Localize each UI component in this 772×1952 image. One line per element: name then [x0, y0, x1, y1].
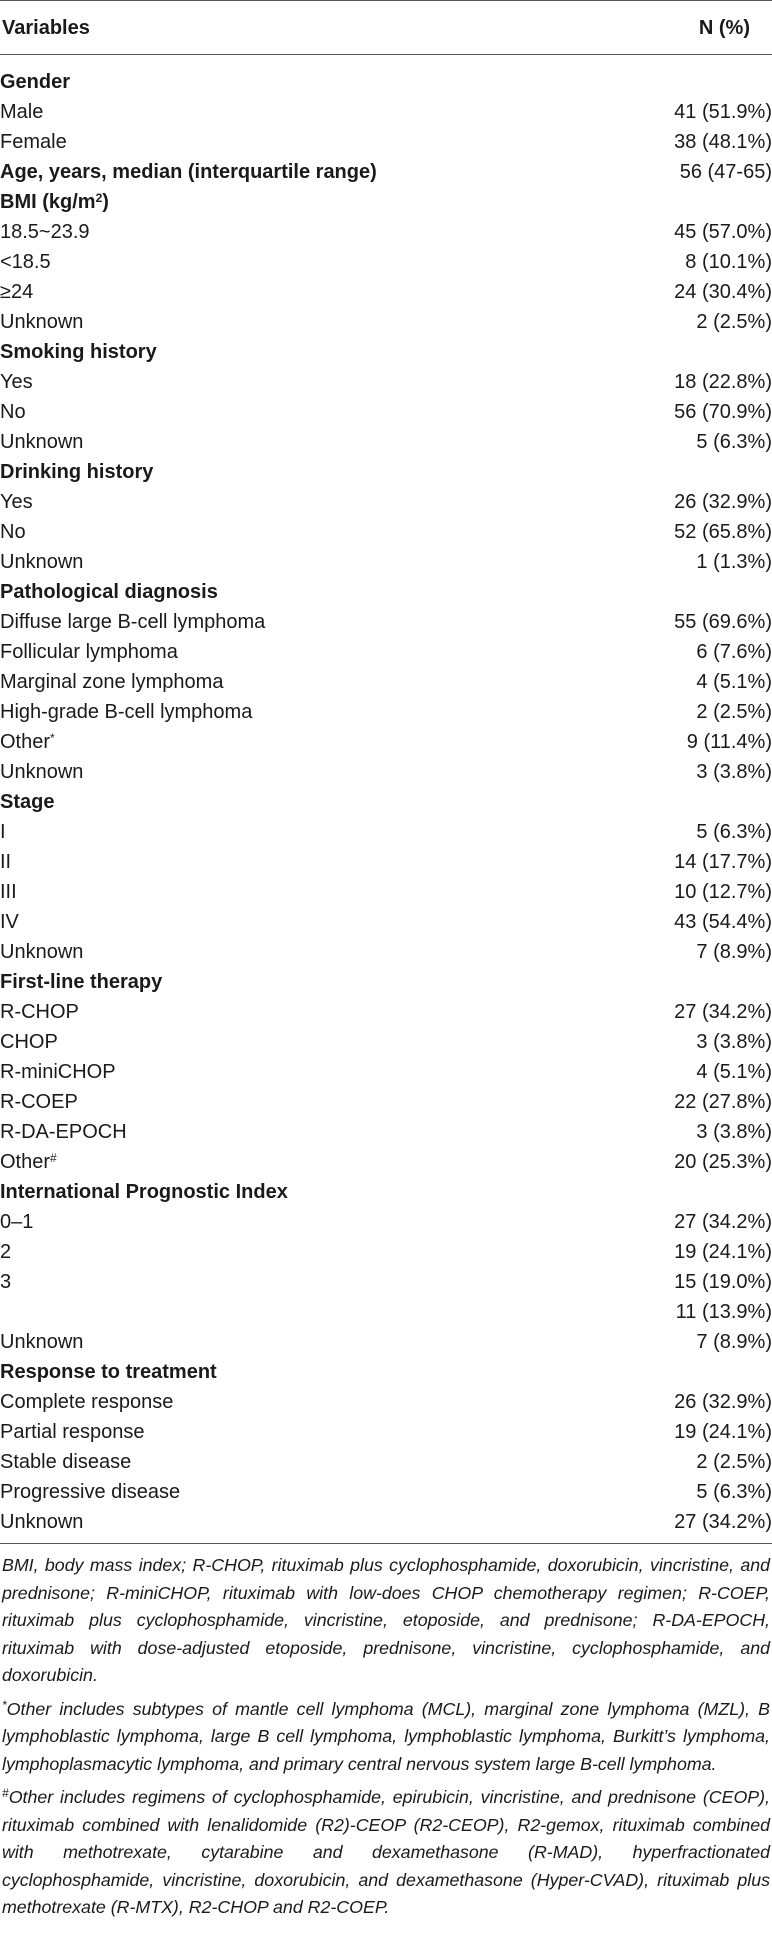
footnote-other-diagnosis [2, 1696, 770, 1779]
table-row [0, 1507, 772, 1544]
label-text: Age, years, median (interquartile range) [0, 161, 377, 183]
row-value: 5 (6.3%) [696, 1481, 772, 1503]
label-text: BMI (kg/m [0, 191, 96, 213]
row-value [560, 1357, 772, 1387]
table-group-row [0, 1177, 772, 1207]
row-label [0, 1387, 560, 1417]
row-value: 45 (57.0%) [674, 221, 772, 243]
label-text: Female [0, 131, 67, 153]
row-label [0, 1027, 560, 1057]
table-row [0, 1297, 772, 1327]
table-row [0, 1207, 772, 1237]
table-row [0, 1087, 772, 1117]
row-value: 26 (32.9%) [674, 1391, 772, 1413]
row-label [0, 217, 560, 247]
row-value: 10 (12.7%) [674, 881, 772, 903]
row-value: 11 (13.9%) [675, 1301, 772, 1323]
row-value: 22 (27.8%) [674, 1091, 772, 1113]
row-label [0, 127, 560, 157]
label-text: ≥24 [0, 281, 34, 303]
group-label [0, 337, 560, 367]
table-group-row [0, 337, 772, 367]
row-label [0, 1207, 560, 1237]
table-group-row [0, 1357, 772, 1387]
table-row [0, 1237, 772, 1267]
table-row [0, 127, 772, 157]
row-value: 20 (25.3%) [674, 1151, 772, 1173]
row-label [0, 817, 560, 847]
header-n-percent: N (%) [560, 1, 772, 55]
row-label [0, 1477, 560, 1507]
table-footnotes [0, 1544, 772, 1922]
label-text: Pathological diagnosis [0, 581, 218, 603]
row-value: 27 (34.2%) [674, 1001, 772, 1023]
table-row [0, 427, 772, 457]
table-group-row [0, 457, 772, 487]
label-text: Gender [0, 71, 71, 93]
row-value [560, 577, 772, 607]
row-value: 6 (7.6%) [696, 641, 772, 663]
row-value: 24 (30.4%) [674, 281, 772, 303]
table-row [0, 397, 772, 427]
label-superscript: # [50, 1151, 57, 1165]
label-text: Smoking history [0, 341, 157, 363]
label-text: 2 [0, 1241, 12, 1263]
row-value: 56 (70.9%) [674, 401, 772, 423]
row-value: 52 (65.8%) [674, 521, 772, 543]
row-value: 3 (3.8%) [696, 761, 772, 783]
row-value [560, 55, 772, 98]
row-value: 5 (6.3%) [696, 821, 772, 843]
row-value: 5 (6.3%) [696, 431, 772, 453]
footnote-abbreviations: BMI, body mass index; R-CHOP, rituximab plus cyclophosphamide, doxorubicin, vincristine, and prednisone; R-miniCHOP, rituximab with low-does CHOP chemotherapy regimen; R-COEP, rituximab plus cyclophosphamide, vincristine, etoposide, and prednisone; R-DA-EPOCH, rituximab with dose-adjusted etoposide, prednisone, vincristine, cyclophosphamide, and doxorubicin. [2, 1555, 770, 1685]
label-text: III [0, 881, 17, 903]
label-text: Other [0, 1151, 51, 1173]
row-label [0, 1417, 560, 1447]
label-text: 0–1 [0, 1211, 34, 1233]
group-label [0, 55, 560, 98]
row-value: 43 (54.4%) [674, 911, 772, 933]
row-value: 19 (24.1%) [674, 1241, 772, 1263]
table-row [0, 727, 772, 757]
row-value [560, 1177, 772, 1207]
label-text: IV [0, 911, 19, 933]
row-label [0, 427, 560, 457]
label-superscript: 2 [95, 191, 103, 205]
row-value: 26 (32.9%) [674, 491, 772, 513]
table-row [0, 997, 772, 1027]
row-label [0, 517, 560, 547]
row-value [560, 187, 772, 217]
table-group-row [0, 967, 772, 997]
header-variables: Variables [0, 1, 560, 55]
label-text: Stable disease [0, 1451, 132, 1473]
footnote-hash-text: Other includes regimens of cyclophosphamide, epirubicin, vincristine, and prednisone (CEOP), rituximab combined with lenalidomide (R2)-CEOP (R2-CEOP), R2-gemox, rituximab combined with methotrexate, cytarabine and dexamethasone (R-MAD), hyperfractionated cyclophosphamide, vincristine, doxorubicin, and dexamethasone (Hyper-CVAD), rituximab plus methotrexate (R-MTX), R2-CHOP and R2-COEP. [2, 1787, 770, 1917]
row-label [0, 1327, 560, 1357]
row-value: 27 (34.2%) [560, 1507, 772, 1544]
label-text: I [0, 821, 6, 843]
table-group-row [0, 55, 772, 98]
label-text: Stage [0, 791, 55, 813]
row-label [0, 1267, 560, 1297]
table-row [0, 367, 772, 397]
row-value: 7 (8.9%) [696, 941, 772, 963]
row-value: 3 (3.8%) [696, 1121, 772, 1143]
table-row [0, 487, 772, 517]
table-row [0, 1387, 772, 1417]
row-label [0, 1117, 560, 1147]
table-body [0, 55, 772, 1544]
label-text: Yes [0, 371, 33, 393]
row-label [0, 1057, 560, 1087]
row-label [0, 907, 560, 937]
label-text: Yes [0, 491, 33, 513]
label-text: 3 [0, 1271, 12, 1293]
group-label [0, 787, 560, 817]
row-value: 1 (1.3%) [696, 551, 772, 573]
label-text: Complete response [0, 1391, 174, 1413]
footnote-star-text: Other includes subtypes of mantle cell lymphoma (MCL), marginal zone lymphoma (MZL), B lymphoblastic lymphoma, large B cell lymphoma, lymphoblastic lymphoma, Burkitt’s lymphoma, lymphoplasmacytic lymphoma, and primary central nervous system large B-cell lymphoma. [2, 1698, 770, 1774]
label-text: CHOP [0, 1031, 58, 1053]
row-label [0, 847, 560, 877]
label-text: R-CHOP [0, 1001, 79, 1023]
table-row [0, 1477, 772, 1507]
table-group-row [0, 157, 772, 187]
table-row [0, 217, 772, 247]
row-value: 41 (51.9%) [674, 101, 772, 123]
row-label [0, 727, 560, 757]
table-row [0, 667, 772, 697]
row-value: 4 (5.1%) [696, 671, 772, 693]
label-text: Follicular lymphoma [0, 641, 178, 663]
label-text: First-line therapy [0, 971, 163, 993]
label-text: Unknown [0, 1331, 84, 1353]
row-value: 19 (24.1%) [674, 1421, 772, 1443]
row-value [560, 457, 772, 487]
label-text: Partial response [0, 1421, 145, 1443]
row-label [0, 1447, 560, 1477]
footnote-hash-mark: # [2, 1786, 9, 1800]
label-text: <18.5 [0, 251, 51, 273]
label-tail: ) [102, 191, 109, 213]
row-value: 2 (2.5%) [696, 1451, 772, 1473]
row-value: 8 (10.1%) [685, 251, 772, 273]
table-row [0, 277, 772, 307]
label-text: Diffuse large B-cell lymphoma [0, 611, 266, 633]
footnote-other-therapy [2, 1784, 770, 1922]
group-label [0, 577, 560, 607]
row-value [560, 337, 772, 367]
row-value: 27 (34.2%) [674, 1211, 772, 1233]
table-row [0, 1417, 772, 1447]
row-label [0, 367, 560, 397]
label-text: Unknown [0, 761, 84, 783]
row-label [0, 247, 560, 277]
group-label [0, 457, 560, 487]
table-row [0, 697, 772, 727]
row-label [0, 637, 560, 667]
table-row [0, 607, 772, 637]
row-value: 9 (11.4%) [686, 731, 772, 753]
table-group-row [0, 187, 772, 217]
row-label [0, 1297, 560, 1327]
table-row [0, 1147, 772, 1177]
footnote-star-mark: * [2, 1697, 7, 1712]
row-value [560, 967, 772, 997]
row-label [0, 1237, 560, 1267]
label-text: Male [0, 101, 44, 123]
row-label [0, 607, 560, 637]
row-label [0, 397, 560, 427]
label-superscript: * [50, 731, 55, 745]
table-row [0, 247, 772, 277]
table-row [0, 637, 772, 667]
row-label [0, 1087, 560, 1117]
row-value [560, 787, 772, 817]
row-label [0, 757, 560, 787]
row-value: 2 (2.5%) [696, 311, 772, 333]
row-label [0, 937, 560, 967]
label-text: High-grade B-cell lymphoma [0, 701, 253, 723]
row-label [0, 697, 560, 727]
label-text: Unknown [0, 311, 84, 333]
label-text: No [0, 521, 26, 543]
row-value: 2 (2.5%) [696, 701, 772, 723]
table-row [0, 877, 772, 907]
table-row [0, 1027, 772, 1057]
table-group-row [0, 577, 772, 607]
table-header-row [0, 1, 772, 55]
label-text: Response to treatment [0, 1361, 217, 1383]
label-text: Drinking history [0, 461, 154, 483]
table-row [0, 937, 772, 967]
row-value: 4 (5.1%) [696, 1061, 772, 1083]
label-text: Unknown [0, 1511, 84, 1533]
row-value: 38 (48.1%) [674, 131, 772, 153]
row-label [0, 667, 560, 697]
table-row [0, 1267, 772, 1297]
row-label [0, 97, 560, 127]
table-row [0, 847, 772, 877]
row-label [0, 997, 560, 1027]
label-text: R-miniCHOP [0, 1061, 116, 1083]
row-value: 56 (47-65) [679, 161, 772, 183]
row-label [0, 1147, 560, 1177]
group-label [0, 1177, 560, 1207]
table-row [0, 97, 772, 127]
table-row [0, 307, 772, 337]
group-label [0, 967, 560, 997]
row-label [0, 487, 560, 517]
label-text: Unknown [0, 941, 84, 963]
row-label [0, 277, 560, 307]
table-row [0, 757, 772, 787]
group-label [0, 187, 560, 217]
label-text: Unknown [0, 431, 84, 453]
table-row [0, 1327, 772, 1357]
table-row [0, 547, 772, 577]
table-row [0, 817, 772, 847]
group-label [0, 157, 560, 187]
row-value: 55 (69.6%) [674, 611, 772, 633]
row-label [0, 307, 560, 337]
label-text: R-COEP [0, 1091, 78, 1113]
label-text: International Prognostic Index [0, 1181, 288, 1203]
table-row [0, 1117, 772, 1147]
table-row [0, 907, 772, 937]
label-text: No [0, 401, 26, 423]
label-text: Unknown [0, 551, 84, 573]
label-text: 18.5~23.9 [0, 221, 90, 243]
table-row [0, 1057, 772, 1087]
row-label [0, 547, 560, 577]
row-value: 15 (19.0%) [674, 1271, 772, 1293]
label-text: Marginal zone lymphoma [0, 671, 224, 693]
label-text: II [0, 851, 12, 873]
row-label [0, 1507, 560, 1544]
table-row [0, 1447, 772, 1477]
label-text: Progressive disease [0, 1481, 181, 1503]
row-value: 7 (8.9%) [696, 1331, 772, 1353]
table-group-row [0, 787, 772, 817]
group-label [0, 1357, 560, 1387]
label-text: R-DA-EPOCH [0, 1121, 127, 1143]
row-value: 14 (17.7%) [674, 851, 772, 873]
label-text: Other [0, 731, 51, 753]
row-label [0, 877, 560, 907]
row-value: 18 (22.8%) [674, 371, 772, 393]
row-value: 3 (3.8%) [696, 1031, 772, 1053]
table-row [0, 517, 772, 547]
